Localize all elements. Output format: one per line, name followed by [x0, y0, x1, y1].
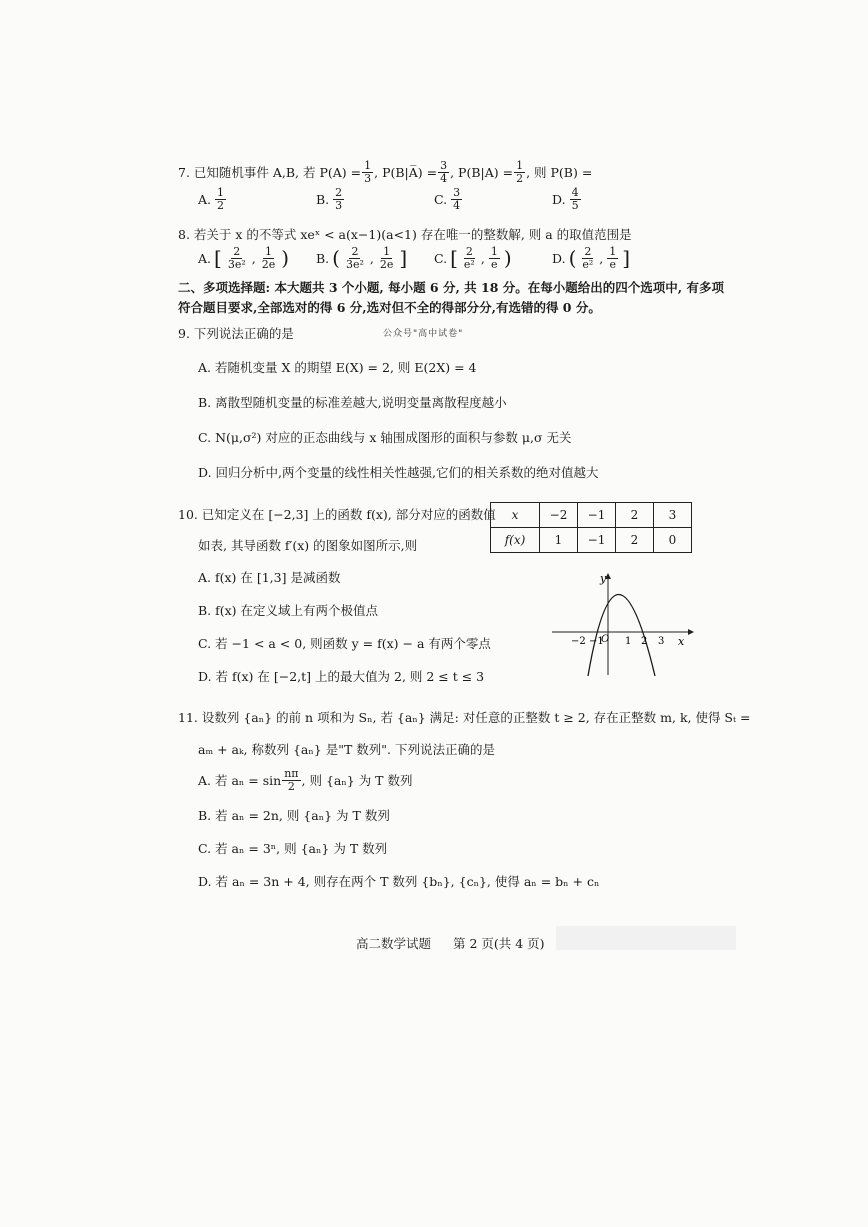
q7-option-b: B. $\frac{2}{3}$: [316, 186, 343, 212]
footer-page-number: 第 2 页(共 4 页): [452, 936, 545, 951]
table-cell: 2: [616, 528, 654, 553]
table-row: [491, 528, 692, 553]
q9-option-d: D. 回归分析中,两个变量的线性相关性越强,它们的相关系数的绝对值越大: [198, 465, 599, 480]
q10-stem-line1: 10. 已知定义在 [−2,3] 上的函数 f(x), 部分对应的函数值: [178, 507, 496, 522]
q11-option-c: C. 若 aₙ = 3ⁿ, 则 {aₙ} 为 T 数列: [198, 841, 388, 856]
tick-label: 2: [641, 636, 648, 647]
q8-option-a: A. [ $\frac{2}{\text{3e²}}$ , $\frac{1}{2e}$ ): [198, 245, 290, 271]
table-row: [491, 503, 692, 528]
q11-option-a: A. 若 aₙ = sin $\frac{n\pi}{2}$ , 则 {aₙ} 为 T 数列: [198, 767, 413, 793]
x-axis-label: x: [678, 635, 685, 648]
origin-label: O: [601, 634, 610, 645]
table-cell: 2: [616, 503, 654, 528]
q11-option-d: D. 若 aₙ = 3n + 4, 则存在两个 T 数列 {bₙ}, {cₙ}, 使得 aₙ = bₙ + cₙ: [198, 874, 600, 889]
table-cell: 0: [654, 528, 692, 553]
table-cell: f(x): [491, 528, 540, 553]
derivative-graph: [550, 570, 695, 680]
tick-label: 3: [658, 636, 665, 647]
table-cell: −2: [540, 503, 578, 528]
q8-stem: 8. 若关于 x 的不等式 xeˣ < a(x−1)(a<1) 存在唯一的整数解, 则 a 的取值范围是: [178, 227, 632, 242]
q11-option-a-fraction: $\frac{n\pi}{2}$: [284, 767, 299, 793]
q7-option-c: C. $\frac{3}{4}$: [434, 186, 461, 212]
q8-option-d: D. ( $\frac{2}{\text{e²}}$ , $\frac{1}{e}$ ]: [552, 245, 631, 271]
table-cell: x: [491, 503, 540, 528]
watermark-stamp: 公众号"高中试卷": [383, 329, 464, 339]
section2-line1: 二、多项选择题: 本大题共 3 个小题, 每小题 6 分, 共 18 分。在每小题给出的四个选项中, 有多项: [178, 280, 724, 295]
q11-stem-line2: aₘ + aₖ, 称数列 {aₙ} 是"T 数列". 下列说法正确的是: [198, 742, 495, 757]
tick-label: −2: [571, 636, 586, 647]
q8-options: [198, 246, 630, 270]
q7-stem-mid1: , P(B|A̅) =: [374, 164, 438, 180]
q9-stem: 9. 下列说法正确的是: [178, 326, 294, 341]
q7-pbna-fraction: $\frac{3}{4}$: [440, 159, 448, 185]
q8-option-c: C. [ $\frac{2}{\text{e²}}$ , $\frac{1}{e}$ ): [434, 245, 512, 271]
q10-stem-line2: 如表, 其导函数 f′(x) 的图象如图所示,则: [198, 538, 418, 553]
q7-stem: [178, 160, 592, 184]
tick-label: 1: [625, 636, 632, 647]
q9-option-b: B. 离散型随机变量的标准差越大,说明变量离散程度越小: [198, 395, 507, 410]
q10-option-a: A. f(x) 在 [1,3] 是减函数: [198, 570, 341, 585]
section2-line2: 符合题目要求,全部选对的得 6 分,选对但不全的得部分分,有选错的得 0 分。: [178, 300, 601, 315]
tick-label: −1: [589, 636, 604, 647]
q7-stem-mid2: , P(B|A) =: [450, 164, 514, 180]
table-cell: 1: [540, 528, 578, 553]
scan-shading: [556, 926, 736, 950]
y-axis-label: y: [600, 572, 607, 585]
page-footer: [356, 934, 545, 952]
x-axis-arrow-icon: [688, 629, 694, 635]
q9-option-c: C. N(μ,σ²) 对应的正态曲线与 x 轴围成图形的面积与参数 μ,σ 无关: [198, 430, 572, 445]
table-cell: −1: [578, 528, 616, 553]
q7-pa-fraction: $\frac{1}{3}$: [364, 159, 372, 185]
q7-stem-pre: 7. 已知随机事件 A,B, 若 P(A) =: [178, 165, 362, 181]
footer-title: 高二数学试题: [356, 936, 432, 951]
table-cell: 3: [654, 503, 692, 528]
table-cell: −1: [578, 503, 616, 528]
q8-option-b: B. ( $\frac{2}{\text{3e²}}$ , $\frac{1}{2e}$ ]: [316, 245, 408, 271]
q7-pba-fraction: $\frac{1}{2}$: [516, 159, 524, 185]
q7-options: [198, 187, 582, 211]
q10-option-c: C. 若 −1 < a < 0, 则函数 y = f(x) − a 有两个零点: [198, 636, 491, 651]
q7-option-d: D. $\frac{4}{5}$: [552, 186, 579, 212]
q10-option-b: B. f(x) 在定义域上有两个极值点: [198, 603, 379, 618]
q9-option-a: A. 若随机变量 X 的期望 E(X) = 2, 则 E(2X) = 4: [198, 360, 477, 375]
q10-option-d: D. 若 f(x) 在 [−2,t] 上的最大值为 2, 则 2 ≤ t ≤ 3: [198, 669, 485, 684]
q7-stem-post: , 则 P(B) =: [526, 165, 593, 181]
q10-value-table: [490, 502, 692, 553]
q7-option-a: A. $\frac{1}{2}$: [198, 186, 225, 212]
q11-stem-line1: 11. 设数列 {aₙ} 的前 n 项和为 Sₙ, 若 {aₙ} 满足: 对任意的正整数 t ≥ 2, 存在正整数 m, k, 使得 Sₜ =: [178, 710, 751, 725]
q11-option-b: B. 若 aₙ = 2n, 则 {aₙ} 为 T 数列: [198, 808, 390, 823]
